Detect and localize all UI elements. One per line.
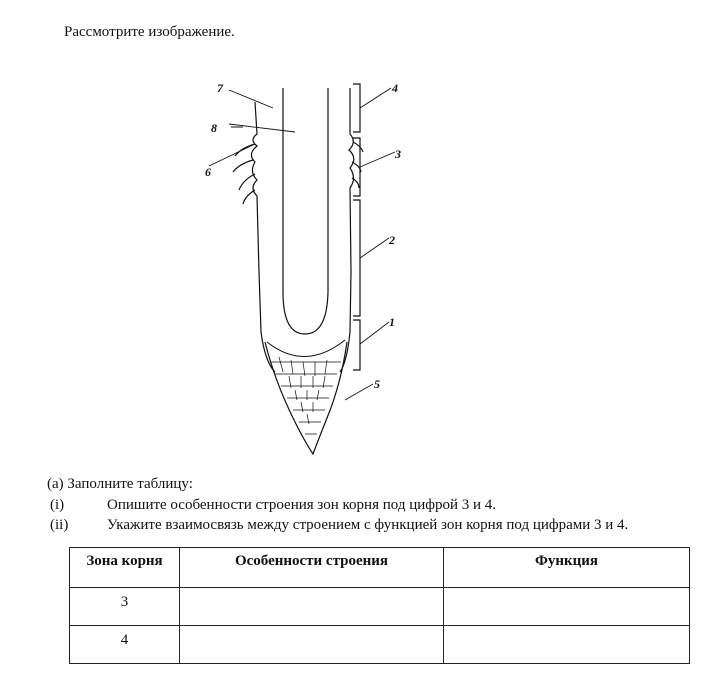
root-cap-cells (271, 357, 341, 434)
cell-zone: 4 (70, 626, 180, 664)
central-cylinder (283, 88, 328, 334)
item-text: Опишите особенности строения зон корня под цифрой 3 и 4. (107, 497, 497, 513)
label-5: 5 (374, 377, 380, 391)
bracket-1 (353, 320, 360, 370)
label-1: 1 (389, 315, 395, 329)
header-structure: Особенности строения (180, 548, 444, 588)
label-8: 8 (211, 121, 217, 135)
root-outline-left (251, 102, 275, 372)
header-zone: Зона корня (70, 548, 180, 588)
root-diagram (195, 72, 420, 462)
task-heading: (а) Заполните таблицу: (47, 476, 193, 492)
item-number: (i) (50, 497, 65, 513)
cell-zone: 3 (70, 588, 180, 626)
leader-lines (209, 88, 395, 400)
cell-structure[interactable] (180, 588, 444, 626)
root-outline-right (340, 88, 354, 372)
meristem (267, 340, 345, 357)
label-3: 3 (395, 147, 401, 161)
item-number: (ii) (50, 517, 69, 533)
table-row (70, 626, 690, 664)
figure-labels (205, 81, 401, 391)
cell-function[interactable] (444, 588, 690, 626)
label-6: 6 (205, 165, 211, 179)
intro-text: Рассмотрите изображение. (64, 24, 235, 40)
root-drawing (195, 72, 420, 462)
label-4: 4 (392, 81, 398, 95)
bracket-2 (353, 200, 360, 316)
cell-function[interactable] (444, 626, 690, 664)
item-text: Укажите взаимосвязь между строением с функцией зон корня под цифрами 3 и 4. (107, 517, 629, 533)
header-function: Функция (444, 548, 690, 588)
table-header-row (70, 548, 690, 588)
table-row (70, 588, 690, 626)
answer-table (69, 547, 690, 664)
label-7: 7 (217, 81, 223, 95)
bracket-4 (353, 84, 360, 132)
label-2: 2 (389, 233, 395, 247)
cell-structure[interactable] (180, 626, 444, 664)
